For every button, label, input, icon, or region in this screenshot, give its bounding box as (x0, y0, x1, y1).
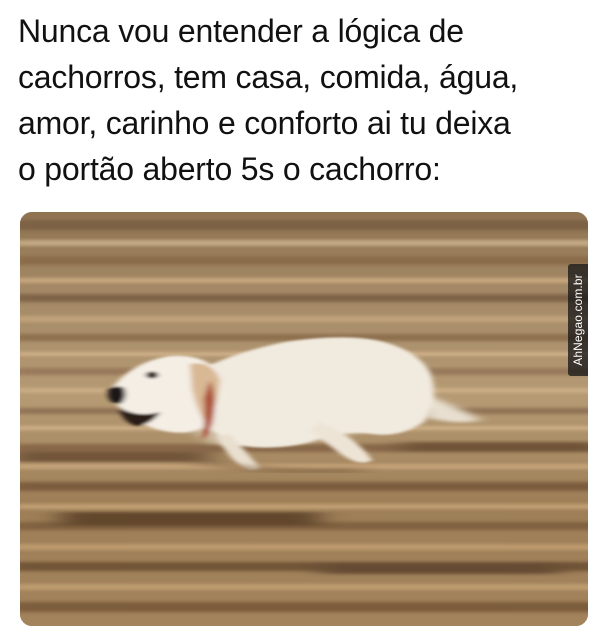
watermark-badge (568, 264, 588, 376)
dog-running-image (20, 212, 588, 626)
meme-caption (18, 8, 598, 192)
caption-line-2: cachorros, tem casa, comida, água, (18, 59, 519, 95)
watermark-text: AhNegao.com.br (571, 274, 585, 366)
caption-line-1: Nunca vou entender a lógica de (18, 13, 464, 49)
dog-running-photo (20, 212, 588, 626)
caption-line-3: amor, carinho e conforto ai tu deixa (18, 105, 511, 141)
caption-line-4: o portão aberto 5s o cachorro: (18, 151, 441, 187)
